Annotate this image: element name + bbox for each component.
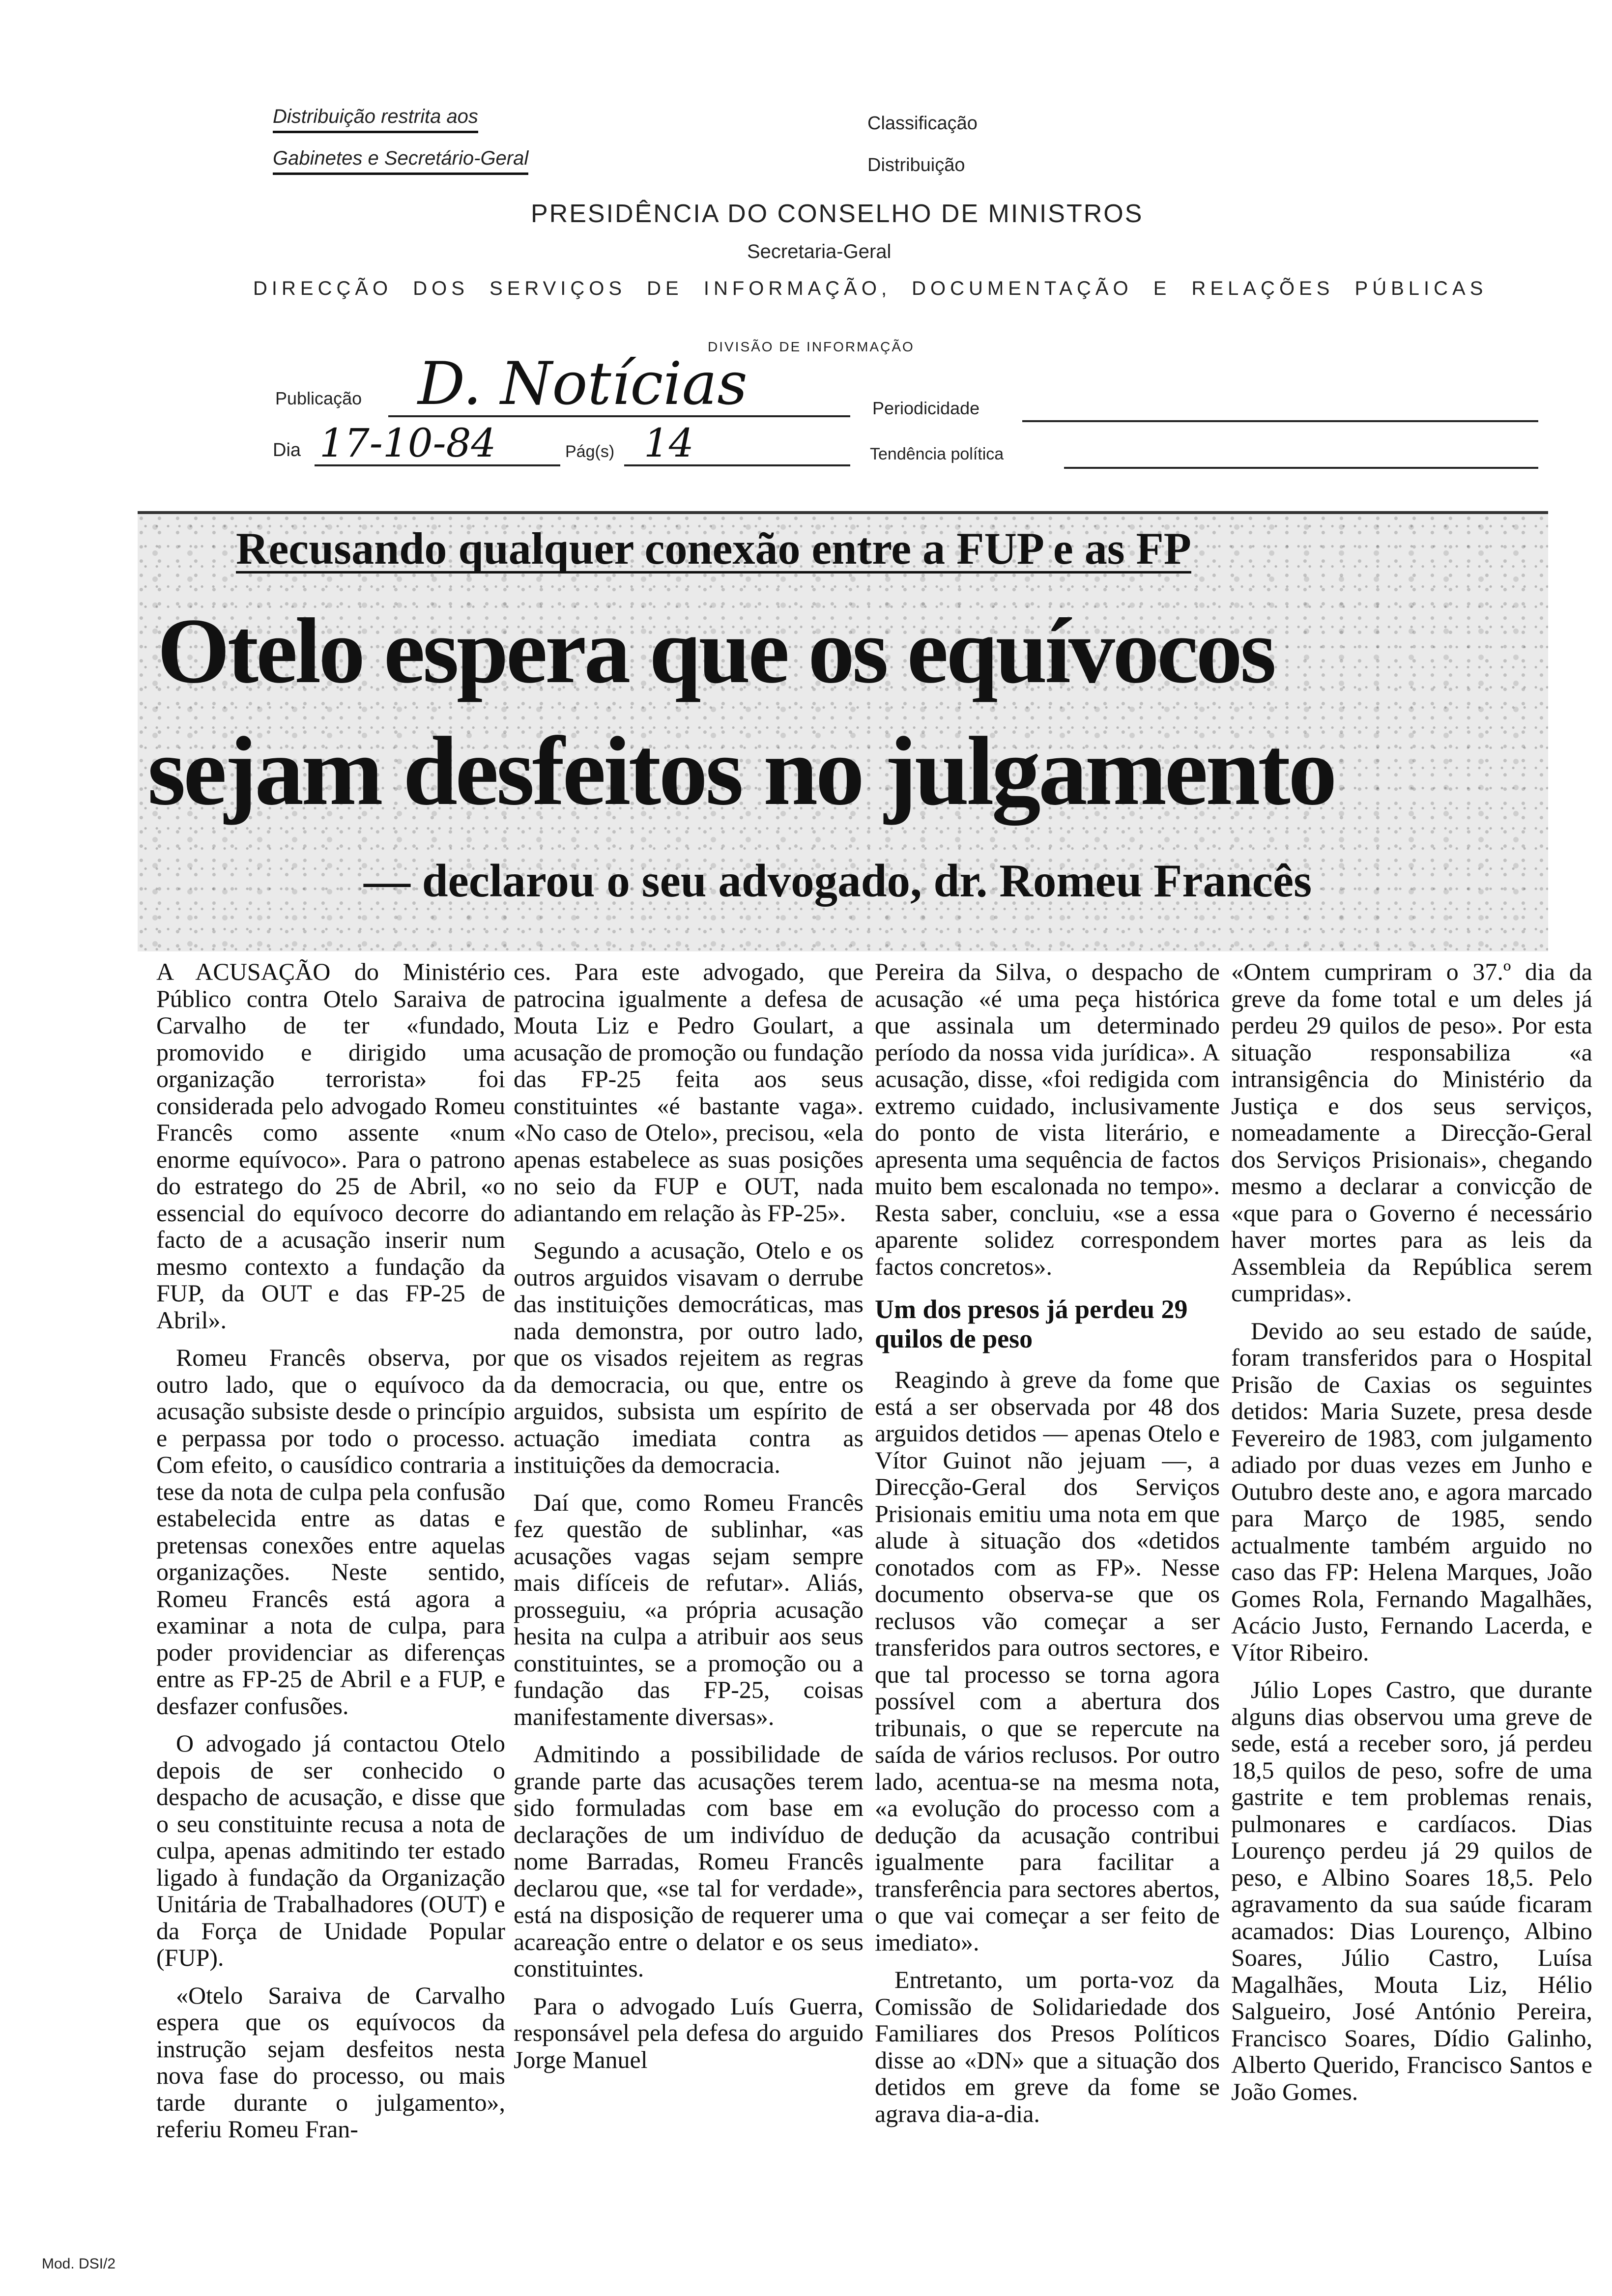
article-deck: — declarou o seu advogado, dr. Romeu Francês	[364, 855, 1312, 907]
publication-label: Publicação	[275, 388, 362, 408]
paragraph: Admitindo a possibilidade de grande parte das acusações terem sido formuladas com base em declarações de um indivíduo de nome Barradas, Romeu Francês declarou que, «se tal for verdade», está na disposição de requerer uma acareação entre o delator e os seus constituintes.	[514, 1740, 864, 1982]
paragraph: Segundo a acusação, Otelo e os outros arguidos visavam o derrube das instituições democráticas, mas nada demonstra, por outro lado, que os visados rejeitem as regras da democracia, ou que, entre os arguidos, subsista um espírito de actuação imediata contra as instituições da democracia.	[514, 1236, 864, 1478]
article-column-3	[875, 958, 1220, 2127]
distribution-label: Distribuição	[867, 155, 965, 175]
headline-line-2: sejam desfeitos no julgamento	[147, 717, 1335, 826]
periodicity-label: Periodicidade	[872, 398, 980, 418]
secretariat-title: Secretaria-Geral	[747, 241, 892, 262]
article-subhead: Um dos presos já perdeu 29 quilos de peso	[875, 1294, 1188, 1353]
article-kicker: Recusando qualquer conexão entre a FUP e as FP	[236, 523, 1191, 574]
day-value: 17-10-84	[319, 420, 496, 466]
paragraph: O advogado já contactou Otelo depois de ser conhecido o despacho de acusação, e disse que o seu constituinte recusa a nota de culpa, apenas admitindo ter estado ligado à fundação da Organização Unitária de Trabalhadores (OUT) e da Força de Unidade Popular (FUP).	[156, 1729, 505, 1971]
headline-line-1: Otelo espera que os equívocos	[157, 600, 1274, 703]
pages-value: 14	[644, 420, 694, 466]
day-label: Dia	[273, 440, 301, 460]
paragraph: Júlio Lopes Castro, que durante alguns dias observou uma greve de sede, está a receber soro, já perdeu 18,5 quilos de peso, sofre de uma gastrite e tem problemas renais, pulmonares e cardíacos. Dias Lourenço perdeu já 29 quilos de peso, e Albino Soares 18,5. Pelo agravamento da sua saúde ficaram acamados: Dias Lourenço, Albino Soares, Júlio Castro, Luísa Magalhães, Mouta Liz, Hélio Salgueiro, José António Pereira, Francisco Soares, Dídio Galinho, Alberto Querido, Francisco Santos e João Gomes.	[1231, 1676, 1592, 2105]
classification-label: Classificação	[867, 113, 978, 134]
pages-label: Pág(s)	[565, 442, 615, 461]
distribution-restricted-line1: Distribuição restrita aos	[273, 106, 478, 133]
division-title: DIVISÃO DE INFORMAÇÃO	[708, 339, 915, 354]
paragraph: Daí que, como Romeu Francês fez questão de sublinhar, «as acusações vagas sejam sempre mais difíceis de refutar». Aliás, prosseguiu, «a própria acusação hesita na culpa a atribuir aos seus constituintes, se a promoção ou a fundação das FP-25, coisas manifestamente diversas».	[514, 1488, 864, 1730]
form-model-code: Mod. DSI/2	[42, 2256, 116, 2272]
political-tendency-label: Tendência política	[870, 445, 1004, 463]
paragraph: Reagindo à greve da fome que está a ser observada por 48 dos arguidos detidos — apenas Otelo e Vítor Guinot não jejuam —, a Direcção-Geral dos Serviços Prisionais emitiu uma nota em que alude à situação dos «detidos conotados com as FP». Nesse documento observa-se que os reclusos vão começar a ser transferidos para outros sectores, e que tal processo se torna agora possível com a abertura dos tribunais, o que se repercute na saída de vários reclusos. Por outro lado, acentua-se na mesma nota, «a evolução do processo com a dedução da acusação contribui igualmente para facilitar a transferência para sectores abertos, o que vai começar a ser feito de imediato».	[875, 1366, 1220, 1956]
paragraph: ces. Para este advogado, que patrocina igualmente a defesa de Mouta Liz e Pedro Goulart, a acusação de promoção ou fundação das FP-25 feita aos seus constituintes «é bastante vaga». «No caso de Otelo», precisou, «ela apenas estabelece as suas posições no seio da FUP e OUT, nada adiantando em relação às FP-25».	[514, 958, 864, 1227]
periodicity-field	[1022, 420, 1538, 422]
paragraph: «Ontem cumpriram o 37.º dia da greve da fome total e um deles já perdeu 29 quilos de peso». Por esta situação responsabiliza «a intransigência do Ministério da Justiça e dos seus serviços, nomeadamente a Direcção-Geral dos Serviços Prisionais», chegando mesmo a declarar a convicção de «que para o Governo é necessário haver mortes para as leis da Assembleia da República serem cumpridas».	[1231, 958, 1592, 1307]
political-tendency-field	[1064, 467, 1538, 469]
paragraph: Entretanto, um porta-voz da Comissão de Solidariedade dos Familiares dos Presos Políticos disse ao «DN» que a situação dos detidos em greve da fome se agrava dia-a-dia.	[875, 1966, 1220, 2127]
paragraph: Para o advogado Luís Guerra, responsável pela defesa do arguido Jorge Manuel	[514, 1992, 864, 2073]
article-column-1	[156, 958, 505, 2143]
paragraph: Romeu Francês observa, por outro lado, que o equívoco da acusação subsiste desde o princípio e perpassa por todo o processo. Com efeito, o causídico contraria a tese da nota de culpa pela confusão estabelecida entre as datas e pretensas conexões entre aquelas organizações. Neste sentido, Romeu Francês está agora a examinar a nota de culpa, para poder providenciar as diferenças entre as FP-25 de Abril e a FUP, e desfazer confusões.	[156, 1344, 505, 1720]
distribution-restricted-line2: Gabinetes e Secretário-Geral	[273, 147, 528, 175]
publication-value: D. Notícias	[418, 350, 748, 418]
paragraph: Pereira da Silva, o despacho de acusação «é uma peça histórica que assinala um determinado período da nossa vida jurídica». A acusação, disse, «foi redigida com extremo cuidado, inclusivamente do ponto de vista literário, e apresenta uma sequência de factos muito bem escalonada no tempo». Resta saber, concluiu, «se a essa aparente solidez correspondem factos concretos».	[875, 958, 1220, 1280]
paragraph: A ACUSAÇÃO do Ministério Público contra Otelo Saraiva de Carvalho de ter «fundado, promovido e dirigido uma organização terrorista» foi considerada pelo advogado Romeu Francês como assente «num enorme equívoco». Para o patrono do estratego do 25 de Abril, «o essencial do equívoco decorre do facto de a acusação inserir num mesmo contexto a fundação da FUP, da OUT e das FP-25 de Abril».	[156, 958, 505, 1334]
article-column-4	[1231, 958, 1592, 2105]
directorate-title: DIRECÇÃO DOS SERVIÇOS DE INFORMAÇÃO, DOCUMENTAÇÃO E RELAÇÕES PÚBLICAS	[253, 278, 1488, 299]
institution-title: PRESIDÊNCIA DO CONSELHO DE MINISTROS	[531, 200, 1144, 228]
paragraph: «Otelo Saraiva de Carvalho espera que os equívocos da instrução sejam desfeitos nesta nova fase do processo, ou mais tarde durante o julgamento», referiu Romeu Fran-	[156, 1981, 505, 2143]
article-column-2	[514, 958, 864, 2073]
paragraph: Devido ao seu estado de saúde, foram transferidos para o Hospital Prisão de Caxias os seguintes detidos: Maria Suzete, presa desde Fevereiro de 1983, com julgamento adiado por duas vezes em Junho e Outubro deste ano, e agora marcado para Março de 1985, sendo actualmente também arguido no caso das FP: Helena Marques, João Gomes Rola, Fernando Magalhães, Acácio Justo, Fernando Lacerda, e Vítor Ribeiro.	[1231, 1317, 1592, 1666]
